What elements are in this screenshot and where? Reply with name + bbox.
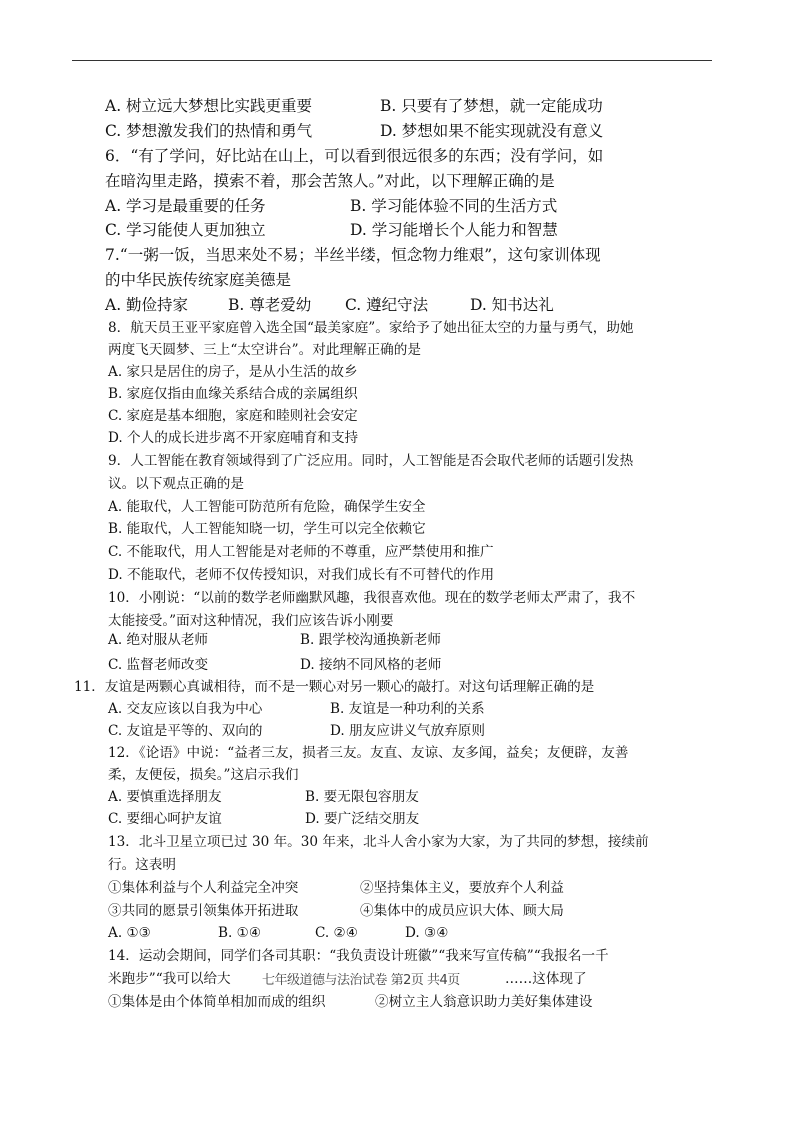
q12-stem-line1: 12．《论语》中说：“益者三友，损者三友。友直、友谅、友多闻，益矣；友便辟，友善	[108, 745, 629, 761]
q8-option-b: B. 家庭仅指由血缘关系结合成的亲属组织	[108, 386, 358, 402]
q7-option-a: A. 勤俭持家	[105, 296, 189, 314]
q8-option-c: C. 家庭是基本细胞，家庭和睦则社会安定	[108, 408, 358, 424]
q5-option-c: C. 梦想激发我们的热情和勇气	[105, 122, 313, 140]
q11-stem-line1: 11．友谊是两颗心真诚相待，而不是一颗心对另一颗心的敲打。对这句话理解正确的是	[74, 679, 595, 695]
q9-stem-line2: 议。以下观点正确的是	[108, 476, 244, 492]
q11-option-c: C. 友谊是平等的、双向的	[108, 723, 263, 739]
q12-option-b: B. 要无限包容朋友	[305, 789, 419, 805]
q14-stem-line2: 米跑步”“我可以给大	[108, 971, 231, 987]
q13-statement-3: ③共同的愿景引领集体开拓进取	[108, 903, 299, 919]
q13-statement-2: ②坚持集体主义，要放弃个人利益	[360, 880, 564, 896]
q6-option-d: D. 学习能增长个人能力和智慧	[350, 221, 558, 239]
q5-option-b: B. 只要有了梦想，就一定能成功	[380, 97, 603, 115]
q7-option-c: C. 遵纪守法	[345, 296, 429, 314]
q9-stem-line1: 9．人工智能在教育领域得到了广泛应用。同时，人工智能是否会取代老师的话题引发热	[108, 453, 634, 469]
header-rule	[72, 60, 712, 61]
q9-option-c: C. 不能取代，用人工智能是对老师的不尊重，应严禁使用和推广	[108, 544, 494, 560]
q13-statement-1: ①集体利益与个人利益完全冲突	[108, 880, 299, 896]
q6-stem-line2: 在暗沟里走路，摸索不着，那会苦煞人。”对此，以下理解正确的是	[105, 172, 555, 190]
q9-option-d: D. 不能取代，老师不仅传授知识，对我们成长有不可替代的作用	[108, 567, 495, 583]
q9-option-b: B. 能取代，人工智能知晓一切，学生可以完全依赖它	[108, 521, 426, 537]
q7-stem-line2: 的中华民族传统家庭美德是	[105, 271, 292, 289]
q8-stem-line1: 8．航天员王亚平家庭曾入选全国“最美家庭”。家给予了她出征太空的力量与勇气，助她	[108, 320, 634, 336]
q10-option-a: A. 绝对服从老师	[108, 632, 209, 648]
q11-option-b: B. 友谊是一种功利的关系	[330, 701, 485, 717]
q10-stem-line1: 10．小刚说：“以前的数学老师幽默风趣，我很喜欢他。现在的数学老师太严肃了，我不	[108, 590, 636, 606]
q5-option-a: A. 树立远大梦想比实践更重要	[105, 97, 313, 115]
q10-option-c: C. 监督老师改变	[108, 657, 209, 673]
q6-option-c: C. 学习能使人更加独立	[105, 221, 266, 239]
q10-stem-line2: 太能接受。”面对这种情况，我们应该告诉小刚要	[108, 613, 394, 629]
q13-option-d: D. ③④	[405, 925, 449, 941]
q8-option-d: D. 个人的成长进步离不开家庭哺育和支持	[108, 430, 359, 446]
q6-stem-line1: 6．“有了学问，好比站在山上，可以看到很远很多的东西；没有学问，如	[105, 147, 604, 165]
q12-option-c: C. 要细心呵护友谊	[108, 811, 222, 827]
q13-option-b: B. ①④	[218, 925, 262, 941]
page-footer: 七年级道德与法治试卷 第2页 共4页	[262, 973, 460, 988]
q8-stem-line2: 两度飞天圆梦、三上“太空讲台”。对此理解正确的是	[108, 342, 421, 358]
q14-stem-line2-tail: ……这体现了	[505, 971, 587, 987]
q13-stem-line1: 13．北斗卫星立项已过 30 年。30 年来，北斗人舍小家为大家，为了共同的梦想，接续前	[108, 834, 649, 850]
q6-option-b: B. 学习能体验不同的生活方式	[350, 197, 558, 215]
q7-option-d: D. 知书达礼	[470, 296, 554, 314]
q7-stem-line1: 7.“一粥一饭，当思来处不易；半丝半缕，恒念物力维艰”，这句家训体现	[105, 246, 601, 264]
q12-option-a: A. 要慎重选择朋友	[108, 789, 222, 805]
q12-stem-line2: 柔，友便佞，损矣。”这启示我们	[108, 767, 299, 783]
q9-option-a: A. 能取代，人工智能可防范所有危险，确保学生安全	[108, 499, 426, 515]
q14-statement-1: ①集体是由个体简单相加而成的组织	[108, 994, 326, 1010]
q13-statement-4: ④集体中的成员应识大体、顾大局	[360, 903, 564, 919]
q13-stem-line2: 行。这表明	[108, 857, 176, 873]
q13-option-c: C. ②④	[315, 925, 358, 941]
q11-option-a: A. 交友应该以自我为中心	[108, 701, 263, 717]
q12-option-d: D. 要广泛结交朋友	[305, 811, 420, 827]
q11-option-d: D. 朋友应讲义气放弃原则	[330, 723, 485, 739]
q10-option-d: D. 接纳不同风格的老师	[300, 657, 442, 673]
q8-option-a: A. 家只是居住的房子，是从小生活的故乡	[108, 364, 358, 380]
q7-option-b: B. 尊老爱幼	[228, 296, 312, 314]
q10-option-b: B. 跟学校沟通换新老师	[300, 632, 441, 648]
q13-option-a: A. ①③	[108, 925, 151, 941]
q6-option-a: A. 学习是最重要的任务	[105, 197, 266, 215]
q5-option-d: D. 梦想如果不能实现就没有意义	[380, 122, 604, 140]
q14-stem-line1: 14．运动会期间，同学们各司其职：“我负责设计班徽”“我来写宣传稿”“我报名一千	[108, 948, 609, 964]
q14-statement-2: ②树立主人翁意识助力美好集体建设	[375, 994, 593, 1010]
